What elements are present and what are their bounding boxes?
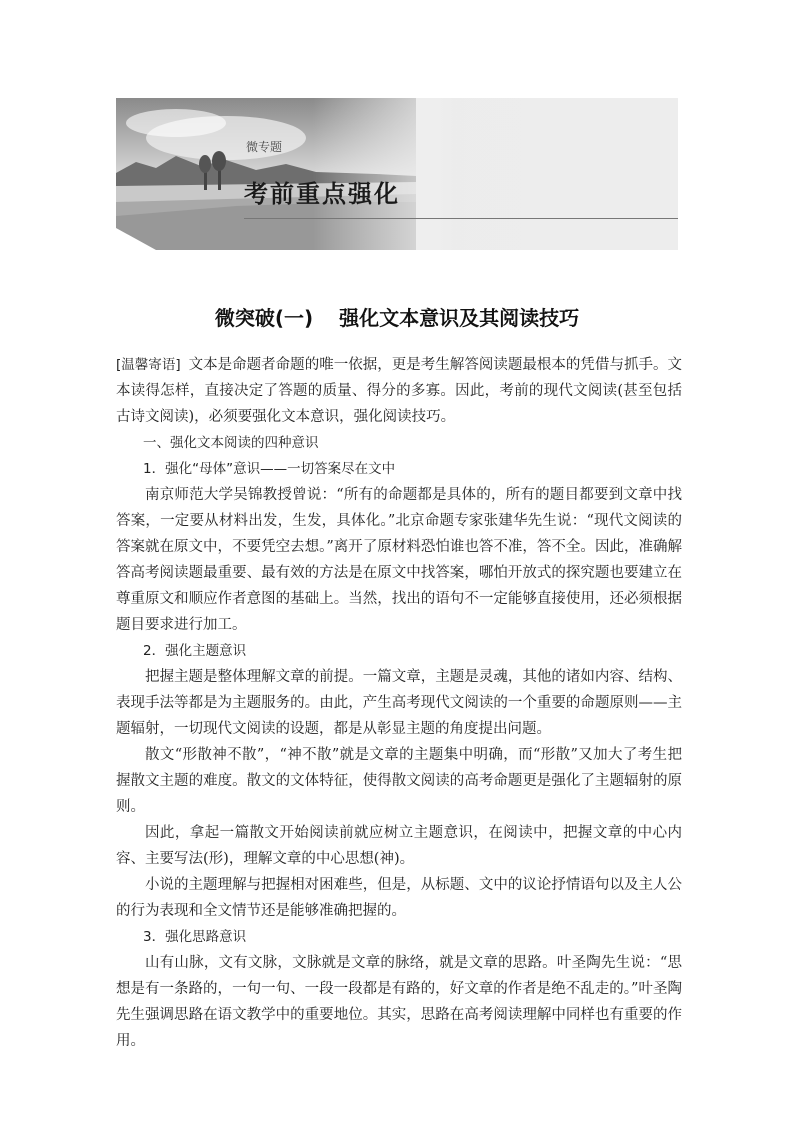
paragraph-4: 因此，拿起一篇散文开始阅读前就应树立主题意识，在阅读中，把握文章的中心内容、主要写法(形)，理解文章的中心思想(神)。 bbox=[116, 825, 682, 867]
article-body bbox=[116, 352, 682, 1054]
subheading-1: 1．强化“母体”意识——一切答案尽在文中 bbox=[143, 461, 396, 477]
section-heading-1: 一、强化文本阅读的四种意识 bbox=[143, 435, 319, 451]
title-part1: 微突破(一) bbox=[214, 306, 314, 330]
page-title bbox=[0, 302, 794, 331]
intro-tag: [温馨寄语] bbox=[116, 357, 181, 373]
banner-kicker: 微专题 bbox=[246, 140, 283, 154]
paragraph-3: 散文“形散神不散”，“神不散”就是文章的主题集中明确，而“形散”又加大了考生把握散文主题的难度。散文的文体特征，使得散文阅读的高考命题更是强化了主题辐射的原则。 bbox=[116, 747, 682, 815]
paragraph-1: 南京师范大学吴锦教授曾说：“所有的命题都是具体的，所有的题目都要到文章中找答案，一定要从材料出发，生发，具体化。”北京命题专家张建华先生说：“现代文阅读的答案就在原文中，不要凭空去想。”离开了原材料恐怕谁也答不准，答不全。因此，准确解答高考阅读题最重要、最有效的方法是在原文中找答案，哪怕开放式的探究题也要建立在尊重原文和顺应作者意图的基础上。当然，找出的语句不一定能够直接使用，还必须根据题目要求进行加工。 bbox=[116, 487, 682, 633]
paragraph-6: 山有山脉，文有文脉，文脉就是文章的脉络，就是文章的思路。叶圣陶先生说：“思想是有一条路的，一句一句、一段一段都是有路的，好文章的作者是绝不乱走的。”叶圣陶先生强调思路在语文教学中的重要地位。其实，思路在高考阅读理解中同样也有重要的作用。 bbox=[116, 955, 682, 1049]
title-part2: 强化文本意识及其阅读技巧 bbox=[339, 306, 580, 330]
banner-divider bbox=[244, 218, 678, 219]
paragraph-5: 小说的主题理解与把握相对困难些，但是，从标题、文中的议论抒情语句以及主人公的行为表现和全文情节还是能够准确把握的。 bbox=[116, 877, 682, 919]
header-banner bbox=[116, 98, 678, 250]
intro-text: 文本是命题者命题的唯一依据，更是考生解答阅读题最根本的凭借与抓手。文本读得怎样，直接决定了答题的质量、得分的多寡。因此，考前的现代文阅读(甚至包括古诗文阅读)，必须要强化文本意识，强化阅读技巧。 bbox=[116, 357, 682, 425]
banner-title: 考前重点强化 bbox=[244, 180, 400, 208]
intro-paragraph bbox=[116, 352, 682, 430]
paragraph-2: 把握主题是整体理解文章的前提。一篇文章，主题是灵魂，其他的诸如内容、结构、表现手法等都是为主题服务的。由此，产生高考现代文阅读的一个重要的命题原则——主题辐射，一切现代文阅读的设题，都是从彰显主题的角度提出问题。 bbox=[116, 669, 682, 737]
subheading-2: 2．强化主题意识 bbox=[143, 643, 247, 659]
subheading-3: 3．强化思路意识 bbox=[143, 929, 247, 945]
